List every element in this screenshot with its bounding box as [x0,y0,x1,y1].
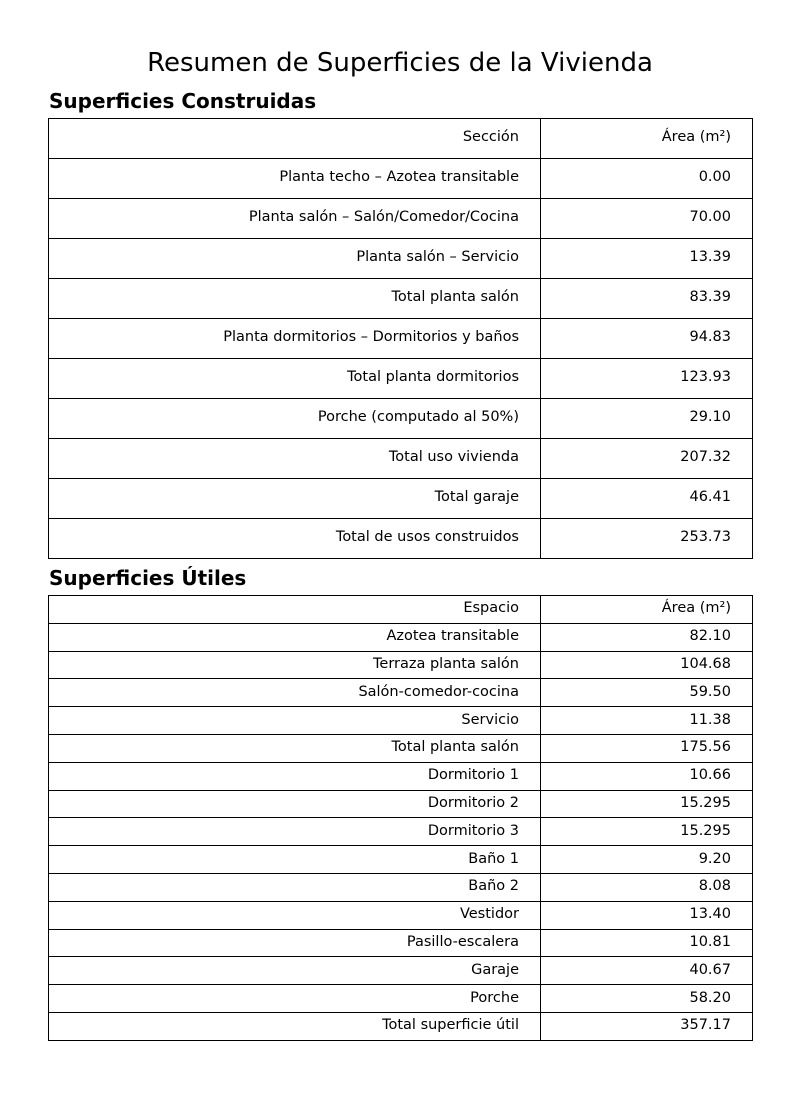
table-row [49,399,753,439]
space-cell: Servicio [49,707,541,735]
area-cell: 46.41 [541,479,753,519]
section-cell: Total uso vivienda [49,439,541,479]
area-cell: 82.10 [541,623,753,651]
area-cell: 10.66 [541,762,753,790]
area-cell: 83.39 [541,279,753,319]
space-cell: Vestidor [49,901,541,929]
space-cell: Dormitorio 2 [49,790,541,818]
area-cell: 253.73 [541,519,753,559]
table-row [49,1012,753,1040]
table-row [49,929,753,957]
area-cell: 123.93 [541,359,753,399]
table-row [49,279,753,319]
table-row [49,873,753,901]
table-header-row [49,119,753,159]
table-row [49,901,753,929]
area-cell: 13.40 [541,901,753,929]
area-cell: 11.38 [541,707,753,735]
table-row [49,957,753,985]
section-cell: Planta dormitorios – Dormitorios y baños [49,319,541,359]
useful-surfaces-table [48,595,753,1041]
space-cell: Salón-comedor-cocina [49,679,541,707]
space-cell: Porche [49,985,541,1013]
area-cell: 9.20 [541,846,753,874]
area-cell: 207.32 [541,439,753,479]
table-row [49,679,753,707]
column-header-area: Área (m²) [541,596,753,624]
table-row [49,199,753,239]
table-row [49,707,753,735]
section-cell: Total planta salón [49,279,541,319]
table-row [49,734,753,762]
column-header-section: Sección [49,119,541,159]
table-row [49,623,753,651]
space-cell: Dormitorio 1 [49,762,541,790]
area-cell: 70.00 [541,199,753,239]
space-cell: Azotea transitable [49,623,541,651]
area-cell: 357.17 [541,1012,753,1040]
table-row [49,319,753,359]
space-cell: Total planta salón [49,734,541,762]
space-cell: Baño 2 [49,873,541,901]
table-row [49,359,753,399]
table-row [49,818,753,846]
area-cell: 15.295 [541,790,753,818]
space-cell: Baño 1 [49,846,541,874]
section-cell: Planta salón – Servicio [49,239,541,279]
table-row [49,762,753,790]
table-row [49,239,753,279]
built-surfaces-table [48,118,753,559]
area-cell: 94.83 [541,319,753,359]
section-cell: Total planta dormitorios [49,359,541,399]
area-cell: 40.67 [541,957,753,985]
section-cell: Porche (computado al 50%) [49,399,541,439]
table-row [49,439,753,479]
page-title: Resumen de Superficies de la Vivienda [147,48,653,78]
area-cell: 58.20 [541,985,753,1013]
table-row [49,790,753,818]
space-cell: Pasillo-escalera [49,929,541,957]
area-cell: 13.39 [541,239,753,279]
area-cell: 10.81 [541,929,753,957]
table-row [49,846,753,874]
useful-surfaces-heading: Superficies Útiles [49,566,247,590]
area-cell: 15.295 [541,818,753,846]
area-cell: 0.00 [541,159,753,199]
space-cell: Total superficie útil [49,1012,541,1040]
table-row [49,651,753,679]
area-cell: 59.50 [541,679,753,707]
area-cell: 175.56 [541,734,753,762]
section-cell: Planta salón – Salón/Comedor/Cocina [49,199,541,239]
column-header-area: Área (m²) [541,119,753,159]
table-row [49,519,753,559]
section-cell: Planta techo – Azotea transitable [49,159,541,199]
table-row [49,985,753,1013]
section-cell: Total de usos construidos [49,519,541,559]
table-row [49,159,753,199]
built-surfaces-heading: Superficies Construidas [49,89,317,113]
space-cell: Terraza planta salón [49,651,541,679]
area-cell: 29.10 [541,399,753,439]
area-cell: 8.08 [541,873,753,901]
column-header-space: Espacio [49,596,541,624]
space-cell: Garaje [49,957,541,985]
table-header-row [49,596,753,624]
space-cell: Dormitorio 3 [49,818,541,846]
section-cell: Total garaje [49,479,541,519]
table-row [49,479,753,519]
area-cell: 104.68 [541,651,753,679]
